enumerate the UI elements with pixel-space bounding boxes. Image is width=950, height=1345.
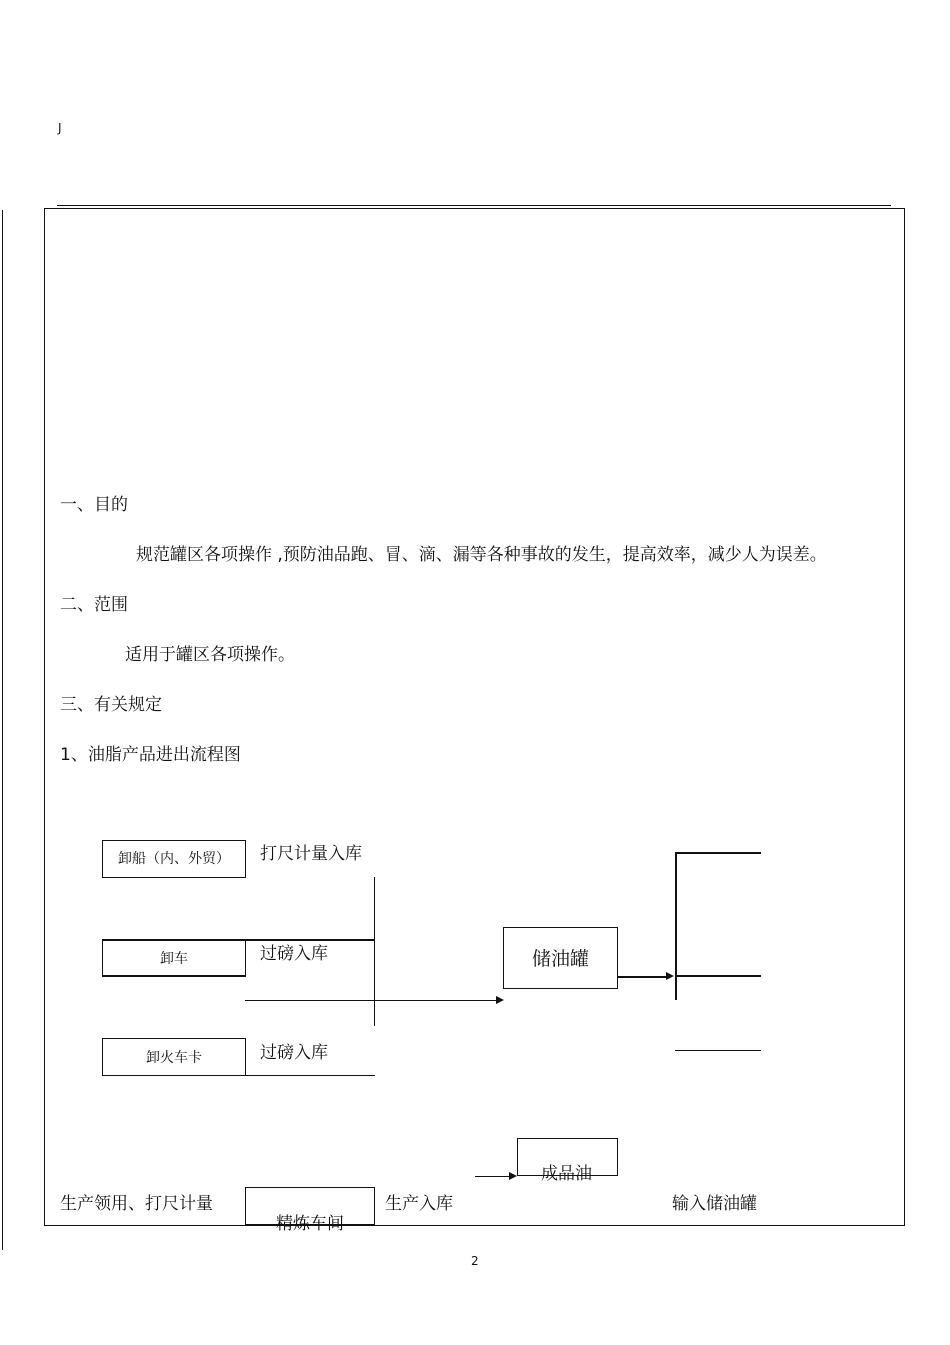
- flow-box-refinery: [245, 1187, 375, 1234]
- flow-label-production-in: 生产入库: [385, 1194, 453, 1214]
- page-number: 2: [471, 1254, 479, 1268]
- flow-arrow-from-tank-head: [666, 972, 674, 980]
- rule-item-flowchart-title: 1、油脂产品进出流程图: [60, 745, 241, 765]
- section-body-scope: 适用于罐区各项操作。: [125, 645, 295, 665]
- flow-box-truck-label: 卸车: [160, 951, 188, 967]
- flow-right-branch-bottom: [675, 1050, 761, 1051]
- flow-arrow-to-tank-head: [496, 996, 504, 1004]
- section-heading-rules: 三、有关规定: [60, 695, 162, 715]
- flow-right-branch-vertical: [675, 852, 677, 1000]
- left-margin-line: [2, 210, 3, 1250]
- flow-box-ship-label: 卸船（内、外贸）: [118, 851, 230, 867]
- flow-right-branch-top: [675, 852, 761, 854]
- flow-box-ship-unloading: [102, 840, 246, 878]
- flow-box-storage-tank: [503, 927, 618, 989]
- header-mark: J: [58, 121, 62, 135]
- flow-collector-line: [374, 877, 375, 1026]
- flow-label-production-measure: 生产领用、打尺计量: [60, 1194, 213, 1214]
- flow-right-branch-middle: [675, 975, 761, 977]
- flow-label-to-storage-tank: 输入储油罐: [672, 1194, 757, 1214]
- flow-arrow-to-tank-line: [245, 1000, 497, 1001]
- section-heading-scope: 二、范围: [60, 595, 128, 615]
- flow-arrow-to-finished-head: [509, 1172, 517, 1180]
- flow-label-train-weigh: 过磅入库: [260, 1043, 328, 1063]
- flow-box-storage-tank-label: 储油罐: [531, 948, 589, 970]
- flow-box-truck-unloading: [102, 939, 246, 977]
- header-rule: [57, 205, 891, 206]
- section-heading-purpose: 一、目的: [60, 495, 128, 515]
- flow-arrow-from-tank-line: [618, 976, 668, 978]
- flow-box-train-unloading: [102, 1038, 246, 1076]
- section-body-purpose: 规范罐区各项操作 ,预防油品跑、冒、滴、漏等各种事故的发生，提高效率，减少人为误差。: [136, 545, 827, 565]
- flow-label-truck-weigh: 过磅入库: [260, 944, 328, 964]
- flow-box-train-label: 卸火车卡: [146, 1050, 202, 1066]
- flow-line-train-bottom: [245, 1075, 375, 1076]
- flow-label-ship-measure: 打尺计量入库: [260, 844, 362, 864]
- flow-box-refinery-label: 精炼车间: [276, 1214, 344, 1234]
- flow-box-finished-oil: [517, 1138, 618, 1184]
- flow-box-finished-oil-label: 成品油: [541, 1164, 592, 1184]
- flow-line-truck-top: [245, 939, 375, 941]
- flow-arrow-to-finished-line: [475, 1176, 510, 1177]
